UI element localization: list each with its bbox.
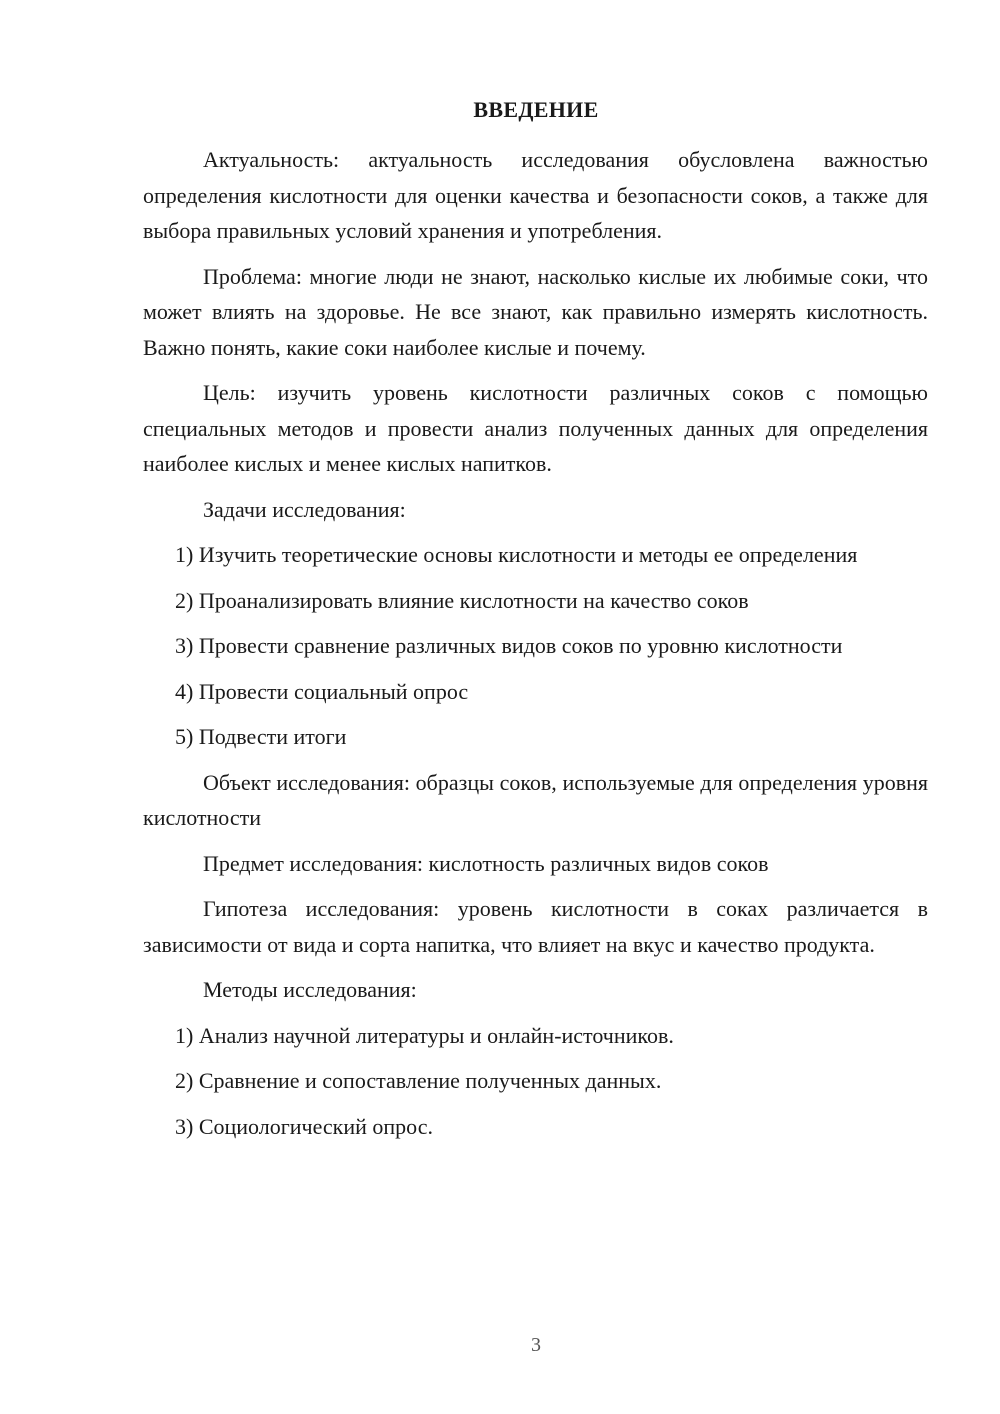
method-item-2: 2) Сравнение и сопоставление полученных данных. (175, 1068, 662, 1093)
hypothesis-paragraph: Гипотеза исследования: уровень кислотности в соках различается в зависимости от вида и сорта напитка, что влияет на вкус и качество продукта. (143, 896, 928, 957)
task-item-4: 4) Провести социальный опрос (175, 678, 469, 704)
problem-paragraph: Проблема: многие люди не знают, насколько кислые их любимые соки, что может влиять на здоровье. Не все знают, как правильно измерять кислотность. Важно понять, какие соки наиболее кислые и почему. (143, 263, 928, 360)
methods-heading: Методы исследования: (203, 977, 417, 1002)
object-paragraph: Объект исследования: образцы соков, используемые для определения уровня кислотности (143, 769, 928, 830)
subject-paragraph: Предмет исследования: кислотность различных видов соков (203, 850, 769, 876)
document-body (143, 142, 928, 1154)
goal-paragraph: Цель: изучить уровень кислотности различных соков с помощью специальных методов и провести анализ полученных данных для определения наиболее кислых и менее кислых напитков. (143, 380, 928, 476)
method-item-3: 3) Социологический опрос. (175, 1113, 433, 1139)
page-title: ВВЕДЕНИЕ (473, 97, 599, 122)
method-item-1: 1) Анализ научной литературы и онлайн-источников. (175, 1022, 674, 1048)
tasks-heading: Задачи исследования: (203, 496, 406, 522)
task-item-3: 3) Провести сравнение различных видов соков по уровню кислотности (175, 633, 843, 658)
relevance-paragraph: Актуальность: актуальность исследования обусловлена важностью определения кислотности для оценки качества и безопасности соков, а также для выбора правильных условий хранения и употребления. (143, 147, 928, 243)
page-number: 3 (531, 1334, 541, 1356)
task-item-1: 1) Изучить теоретические основы кислотности и методы ее определения (175, 542, 858, 567)
task-item-2: 2) Проанализировать влияние кислотности на качество соков (175, 587, 749, 613)
task-item-5: 5) Подвести итоги (175, 724, 347, 749)
